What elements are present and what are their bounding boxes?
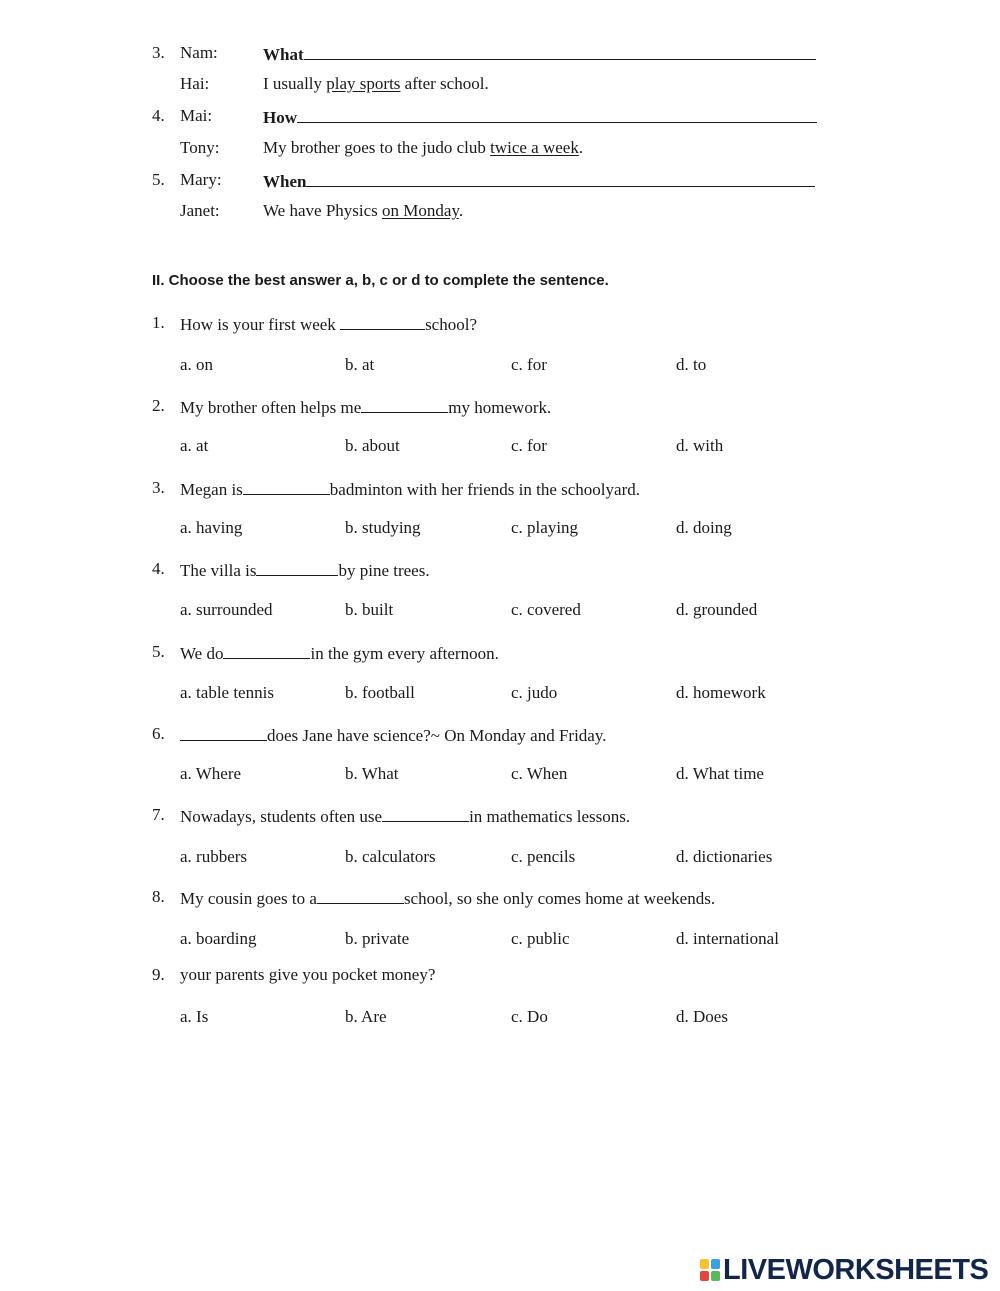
answer-blank[interactable] xyxy=(180,724,267,741)
answer-blank[interactable] xyxy=(382,805,469,822)
option-a[interactable]: a. table tennis xyxy=(180,683,274,702)
question-text: We do in the gym every afternoon. xyxy=(180,644,499,663)
option-a[interactable]: a. surrounded xyxy=(180,600,273,619)
option-a[interactable]: a. boarding xyxy=(180,929,257,948)
question-number: 2. xyxy=(152,396,165,415)
answer-blank[interactable] xyxy=(297,106,817,123)
item-number: 4. xyxy=(152,106,165,125)
question-text: The villa is by pine trees. xyxy=(180,561,430,580)
question-number: 5. xyxy=(152,642,165,661)
question-number: 7. xyxy=(152,805,165,824)
question-number: 1. xyxy=(152,313,165,332)
question-word: How xyxy=(263,108,297,127)
option-b[interactable]: b. studying xyxy=(345,518,421,537)
option-b[interactable]: b. at xyxy=(345,355,375,374)
question-number: 3. xyxy=(152,478,165,497)
option-c[interactable]: c. covered xyxy=(511,600,581,619)
option-b[interactable]: b. built xyxy=(345,600,394,619)
logo-text: LIVEWORKSHEETS xyxy=(723,1253,989,1286)
answer-blank[interactable] xyxy=(223,642,310,659)
option-c[interactable]: c. for xyxy=(511,436,547,455)
answer-blank[interactable] xyxy=(256,559,338,576)
question-text: does Jane have science?~ On Monday and Friday. xyxy=(180,724,607,746)
option-d[interactable]: d. with xyxy=(676,436,724,455)
question-text: Megan is badminton with her friends in the schoolyard. xyxy=(180,480,640,499)
question-number: 8. xyxy=(152,887,165,906)
option-d[interactable]: d. homework xyxy=(676,683,766,702)
question-text: your parents give you pocket money? xyxy=(180,965,436,984)
question-word: What xyxy=(263,45,304,64)
option-c[interactable]: c. for xyxy=(511,355,547,374)
speaker-name: Mary: xyxy=(180,170,222,189)
option-b[interactable]: b. What xyxy=(345,764,399,783)
answer-blank[interactable] xyxy=(304,43,816,60)
question-number: 4. xyxy=(152,559,165,578)
liveworksheets-logo xyxy=(700,1255,992,1285)
option-d[interactable]: d. international xyxy=(676,929,779,948)
answer-blank[interactable] xyxy=(340,313,425,330)
option-b[interactable]: b. football xyxy=(345,683,415,702)
option-a[interactable]: a. Where xyxy=(180,764,242,783)
option-b[interactable]: b. calculators xyxy=(345,847,436,866)
option-d[interactable]: d. What time xyxy=(676,764,764,783)
question-text: My brother often helps me my homework. xyxy=(180,398,552,417)
question-text: How is your first week school? xyxy=(180,315,477,334)
option-c[interactable]: c. public xyxy=(511,929,570,948)
answer-sentence: I usually play sports after school. xyxy=(263,74,489,93)
option-a[interactable]: a. having xyxy=(180,518,243,537)
option-b[interactable]: b. about xyxy=(345,436,400,455)
item-number: 3. xyxy=(152,43,165,62)
option-c[interactable]: c. Do xyxy=(511,1007,548,1026)
option-c[interactable]: c. pencils xyxy=(511,847,576,866)
option-b[interactable]: b. private xyxy=(345,929,410,948)
speaker-name: Hai: xyxy=(180,74,210,93)
option-b[interactable]: b. Are xyxy=(345,1007,387,1026)
option-a[interactable]: a. at xyxy=(180,436,209,455)
option-d[interactable]: d. doing xyxy=(676,518,732,537)
answer-blank[interactable] xyxy=(361,396,448,413)
speaker-name: Mai: xyxy=(180,106,213,125)
speaker-name: Tony: xyxy=(180,138,220,157)
option-d[interactable]: d. Does xyxy=(676,1007,728,1026)
logo-mark-icon xyxy=(700,1259,720,1281)
option-c[interactable]: c. playing xyxy=(511,518,579,537)
option-a[interactable]: a. on xyxy=(180,355,214,374)
answer-blank[interactable] xyxy=(317,887,404,904)
option-c[interactable]: c. judo xyxy=(511,683,558,702)
option-a[interactable]: a. Is xyxy=(180,1007,209,1026)
option-c[interactable]: c. When xyxy=(511,764,568,783)
option-a[interactable]: a. rubbers xyxy=(180,847,248,866)
answer-sentence: My brother goes to the judo club twice a week. xyxy=(263,138,584,157)
section-heading: II. Choose the best answer a, b, c or d to complete the sentence. xyxy=(152,272,609,289)
question-word: When xyxy=(263,172,307,191)
answer-blank[interactable] xyxy=(306,170,815,187)
speaker-name: Nam: xyxy=(180,43,218,62)
item-number: 5. xyxy=(152,170,165,189)
question-text: My cousin goes to a school, so she only comes home at weekends. xyxy=(180,889,716,908)
option-d[interactable]: d. grounded xyxy=(676,600,758,619)
answer-sentence: We have Physics on Monday. xyxy=(263,201,464,220)
option-d[interactable]: d. dictionaries xyxy=(676,847,773,866)
question-number: 9. xyxy=(152,965,165,984)
speaker-name: Janet: xyxy=(180,201,220,220)
answer-blank[interactable] xyxy=(243,478,330,495)
option-d[interactable]: d. to xyxy=(676,355,707,374)
question-text: Nowadays, students often use in mathematics lessons. xyxy=(180,807,631,826)
question-number: 6. xyxy=(152,724,165,743)
